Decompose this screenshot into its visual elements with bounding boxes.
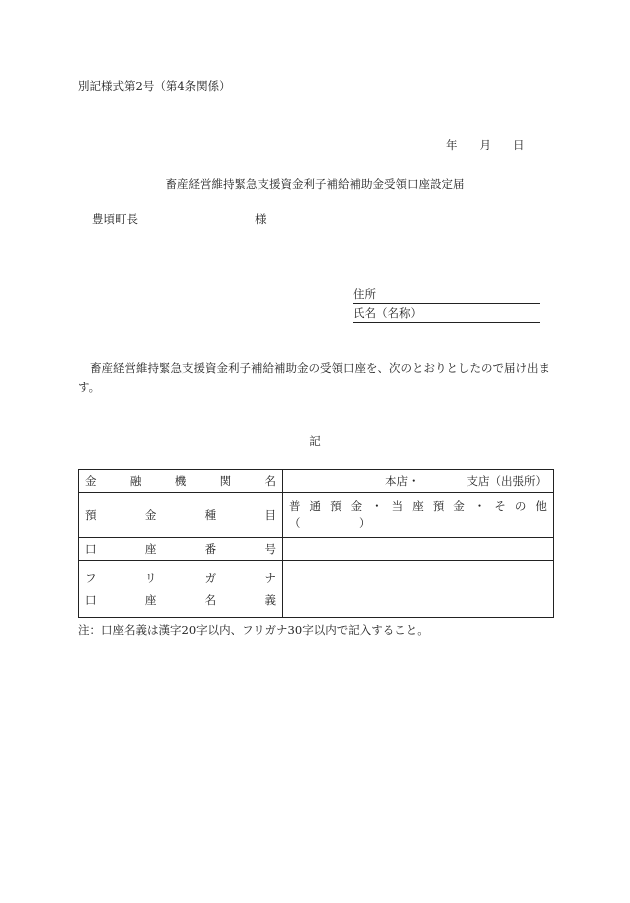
label-char: フ: [85, 571, 97, 585]
date-year-label: 年: [446, 138, 458, 152]
label-char: ガ: [204, 571, 217, 585]
table-row-account-number: [79, 538, 554, 561]
label-char: 名: [264, 474, 276, 488]
account-table: [78, 469, 554, 618]
deposit-option-char: 通: [309, 499, 322, 513]
label-char: 座: [144, 593, 157, 607]
name-label: 氏名（名称）: [353, 306, 422, 320]
label-char: 金: [144, 508, 157, 522]
label-char: 融: [129, 474, 142, 488]
other-parenthesis: [289, 514, 547, 532]
form-number: 別記様式第2号（第4条関係）: [78, 79, 231, 93]
addressee: [92, 211, 267, 227]
ki-heading: 記: [309, 434, 321, 448]
label-char: 座: [144, 542, 157, 556]
label-char: 名: [204, 593, 217, 607]
account-number-label: [79, 538, 283, 561]
deposit-option-char: 他: [535, 499, 547, 513]
label-char: 種: [204, 508, 217, 522]
bank-name-label: [79, 470, 283, 493]
label-char: 機: [174, 474, 187, 488]
deposit-option-char: 金: [350, 499, 363, 513]
deposit-option-char: 預: [432, 499, 445, 513]
deposit-option-char: ・: [473, 499, 486, 513]
deposit-option-char: 座: [412, 499, 424, 513]
label-char: リ: [144, 571, 157, 585]
name-field[interactable]: [353, 305, 540, 323]
document-title: 畜産経営維持緊急支援資金利子補給補助金受領口座設定届: [165, 177, 465, 191]
paren-open: （: [289, 516, 301, 530]
addressee-honorific: 様: [255, 212, 267, 226]
label-char: ナ: [264, 571, 276, 585]
date-month-label: 月: [479, 138, 491, 152]
account-number-value[interactable]: [283, 538, 554, 561]
deposit-option-char: 当: [391, 499, 404, 513]
note-text: 注：口座名義は漢字20字以内、フリガナ30字以内で記入すること。: [78, 623, 429, 637]
date-line: [446, 137, 525, 153]
label-char: 番: [204, 542, 217, 556]
deposit-option-char: ・: [371, 499, 383, 513]
table-row-deposit-type: [79, 493, 554, 538]
branch-office-text: 支店（出張所）: [466, 474, 547, 488]
label-char: 義: [264, 593, 276, 607]
paren-close: ）: [359, 516, 371, 530]
date-day-label: 日: [513, 138, 525, 152]
label-char: 預: [85, 508, 97, 522]
deposit-options: [289, 498, 547, 514]
label-char: 関: [219, 474, 232, 488]
addressee-name: 豊頃町長: [92, 212, 138, 226]
table-row-bank: [79, 470, 554, 493]
account-holder-value[interactable]: [283, 561, 554, 618]
label-char: 号: [264, 542, 276, 556]
body-text: 畜産経営維持緊急支援資金利子補給補助金の受領口座を、次のとおりとしたので届け出ます。: [78, 361, 550, 394]
label-char: 目: [264, 508, 276, 522]
deposit-option-char: 金: [453, 499, 465, 513]
deposit-option-char: 普: [289, 499, 301, 513]
table-row-account-holder: [79, 561, 554, 618]
account-holder-label: [79, 561, 283, 618]
deposit-option-char: 預: [330, 499, 342, 513]
address-label: 住所: [353, 287, 376, 301]
deposit-option-char: そ: [494, 499, 506, 513]
deposit-option-char: の: [514, 499, 527, 513]
label-char: 金: [85, 474, 97, 488]
address-field[interactable]: [353, 286, 540, 304]
label-char: 口: [85, 593, 97, 607]
deposit-type-label: [79, 493, 283, 538]
head-office-text: 本店・: [385, 474, 420, 488]
bank-name-value[interactable]: [283, 470, 554, 493]
label-char: 口: [85, 542, 97, 556]
deposit-type-value[interactable]: [283, 493, 554, 538]
